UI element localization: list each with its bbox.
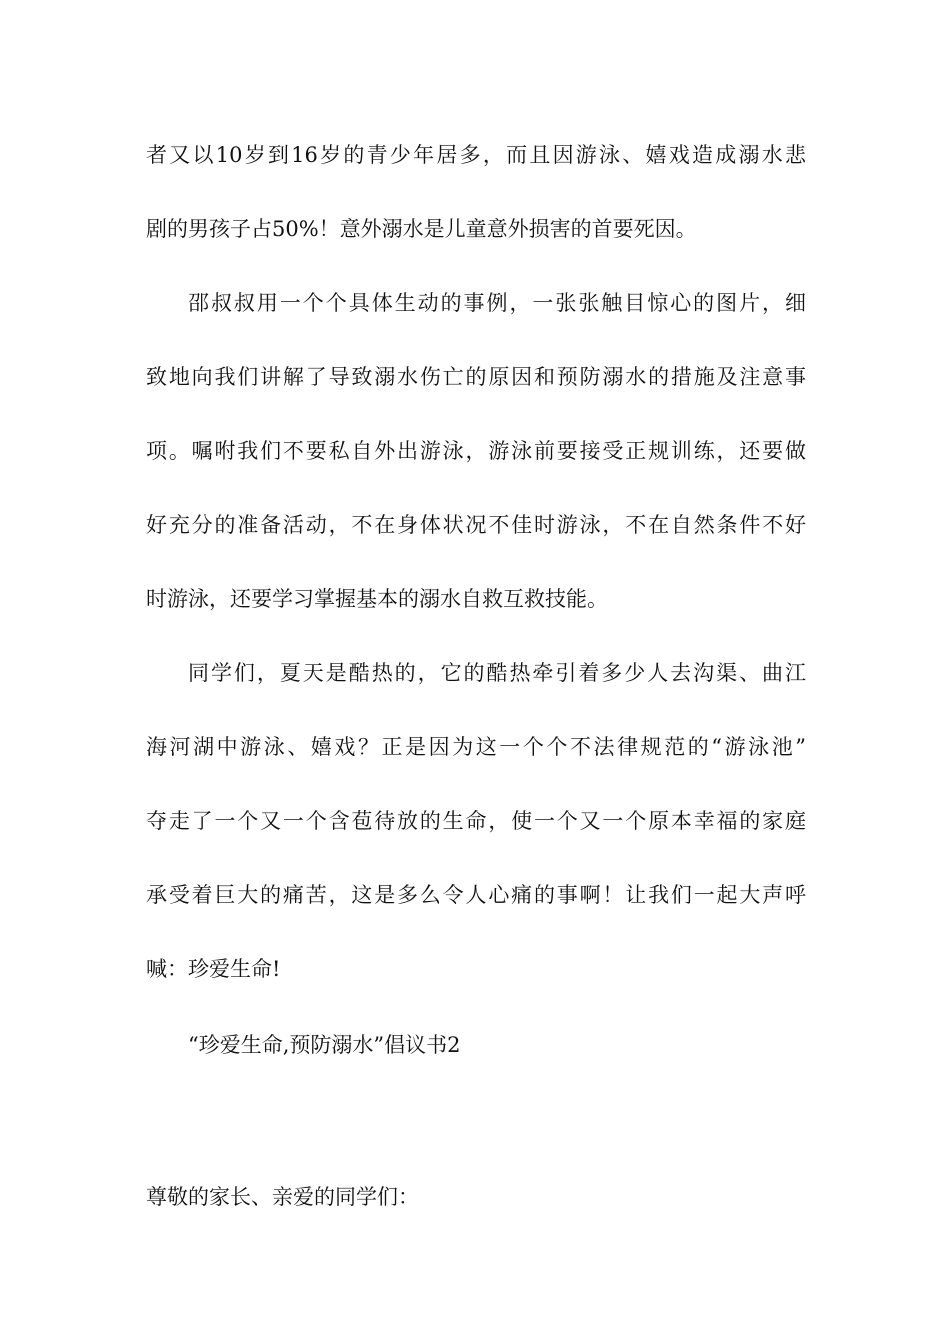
paragraph-line: 海河湖中游泳、嬉戏？正是因为这一个个不法律规范的“游泳池” [146,735,806,759]
paragraph-line: 剧的男孩子占50%！意外溺水是儿童意外损害的首要死因。 [146,217,697,241]
paragraph-line: 承受着巨大的痛苦，这是多么令人心痛的事啊！让我们一起大声呼 [146,883,806,907]
paragraph-line: 邵叔叔用一个个具体生动的事例，一张张触目惊心的图片，细 [188,291,806,315]
paragraph-line: 致地向我们讲解了导致溺水伤亡的原因和预防溺水的措施及注意事 [146,365,806,389]
paragraph-line: 者又以10岁到16岁的青少年居多，而且因游泳、嬉戏造成溺水悲 [146,143,806,167]
paragraph-line: 同学们，夏天是酷热的，它的酷热牵引着多少人去沟渠、曲江 [188,661,806,685]
paragraph-line: 喊：珍爱生命! [146,957,281,981]
salutation: 尊敬的家长、亲爱的同学们： [146,1185,419,1209]
paragraph-line: 时游泳，还要学习掌握基本的溺水自救互救技能。 [146,587,608,611]
paragraph-line: 夺走了一个又一个含苞待放的生命，使一个又一个原本幸福的家庭 [146,809,806,833]
section-title: “珍爱生命,预防溺水”倡议书2 [188,1033,461,1057]
paragraph-line: 好充分的准备活动，不在身体状况不佳时游泳，不在自然条件不好 [146,513,806,537]
paragraph-line: 项。嘱咐我们不要私自外出游泳，游泳前要接受正规训练，还要做 [146,439,806,463]
